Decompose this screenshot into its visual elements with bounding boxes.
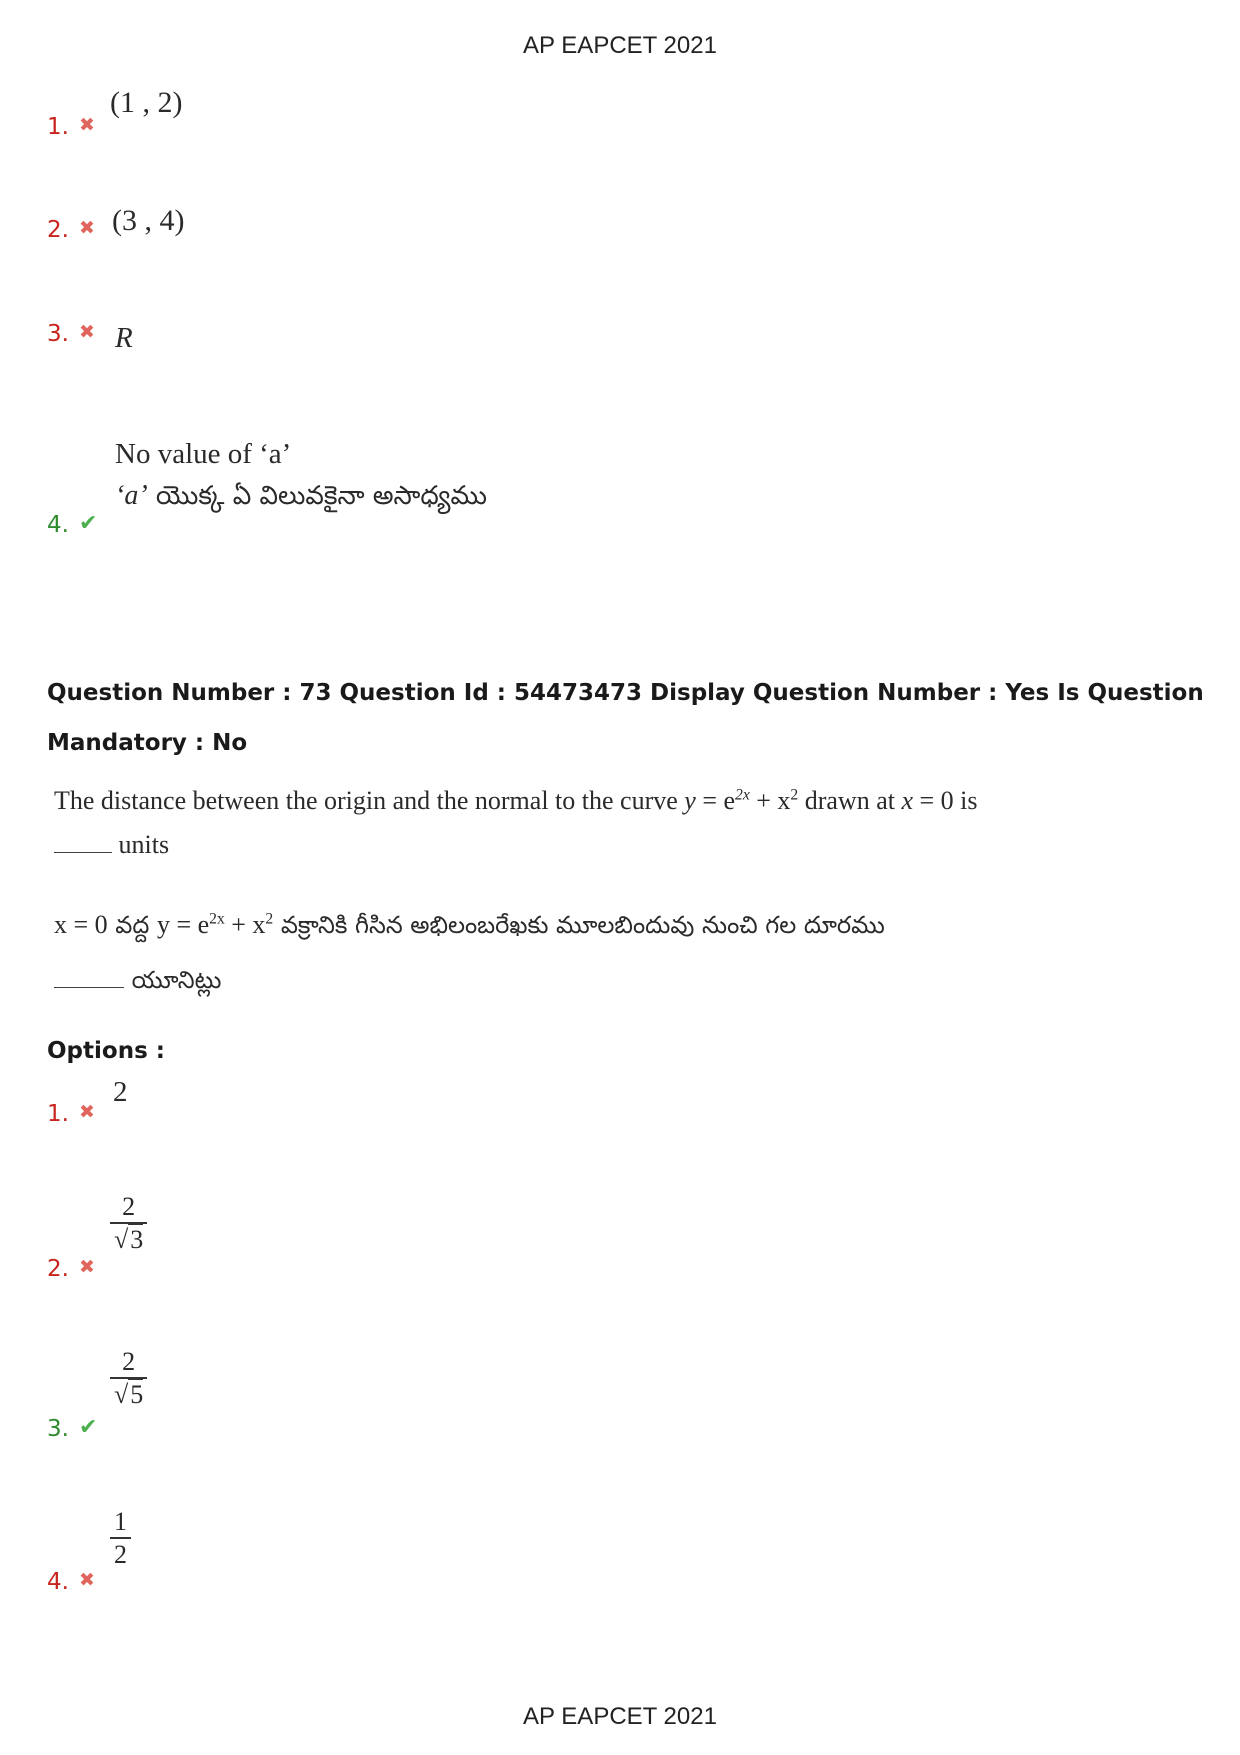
question-text-en-units: units	[54, 830, 169, 860]
prev-option-3-text: R	[115, 322, 133, 354]
denominator: 2	[114, 1540, 127, 1569]
page-header: AP EAPCET 2021	[523, 32, 717, 59]
numerator: 2	[122, 1347, 136, 1376]
prev-option-2-text: (3 , 4)	[112, 204, 185, 237]
cross-icon: ✖	[79, 1256, 95, 1278]
page-footer: AP EAPCET 2021	[523, 1703, 717, 1730]
prev-option-4-text-te: ‘a’ యొక్క ఏ విలువకైనా అసాధ్యము	[115, 480, 487, 511]
question-text-en: The distance between the origin and the normal to the curve $y = e^{2x} + x^2$ drawn at x = 0 is	[54, 786, 978, 815]
answer-blank	[54, 852, 112, 853]
question-text-te-units: యూనిట్లు	[54, 966, 221, 1000]
denominator: √5	[114, 1380, 144, 1409]
numerator: 2	[122, 1192, 136, 1221]
option-number: 4.	[47, 1569, 69, 1595]
option-number: 1.	[47, 114, 69, 140]
check-icon: ✔	[79, 511, 98, 536]
question-meta-line1: Question Number : 73 Question Id : 54473473 Display Question Number : Yes Is Question	[47, 680, 1204, 706]
option-number: 2.	[47, 217, 69, 243]
option-number: 3.	[47, 321, 69, 347]
answer-blank	[54, 987, 124, 988]
option-number: 1.	[47, 1101, 69, 1127]
denominator: √3	[114, 1225, 144, 1254]
numerator: 1	[114, 1507, 127, 1536]
cross-icon: ✖	[79, 114, 95, 136]
cross-icon: ✖	[79, 217, 95, 239]
question-text-te: x = 0 వద్ద $y = e^{2x} + x^2$ వక్రానికి గీసిన అభిలంబరేఖకు మూలబిందువు నుంచి గల దూరము	[54, 910, 885, 939]
cross-icon: ✖	[79, 1569, 95, 1591]
cross-icon: ✖	[79, 321, 95, 343]
option-1-value: 2	[113, 1076, 128, 1108]
option-4-fraction	[110, 1507, 131, 1571]
options-label: Options :	[47, 1038, 165, 1064]
option-number: 4.	[47, 512, 69, 538]
option-3-fraction	[110, 1347, 147, 1411]
option-2-fraction	[110, 1192, 147, 1256]
prev-option-1-text: (1 , 2)	[110, 86, 183, 119]
cross-icon: ✖	[79, 1101, 95, 1123]
question-meta-line2: Mandatory : No	[47, 730, 248, 756]
option-number: 3.	[47, 1416, 69, 1442]
check-icon: ✔	[79, 1415, 98, 1440]
prev-option-4-text-en: No value of ‘a’	[115, 438, 292, 470]
option-number: 2.	[47, 1256, 69, 1282]
